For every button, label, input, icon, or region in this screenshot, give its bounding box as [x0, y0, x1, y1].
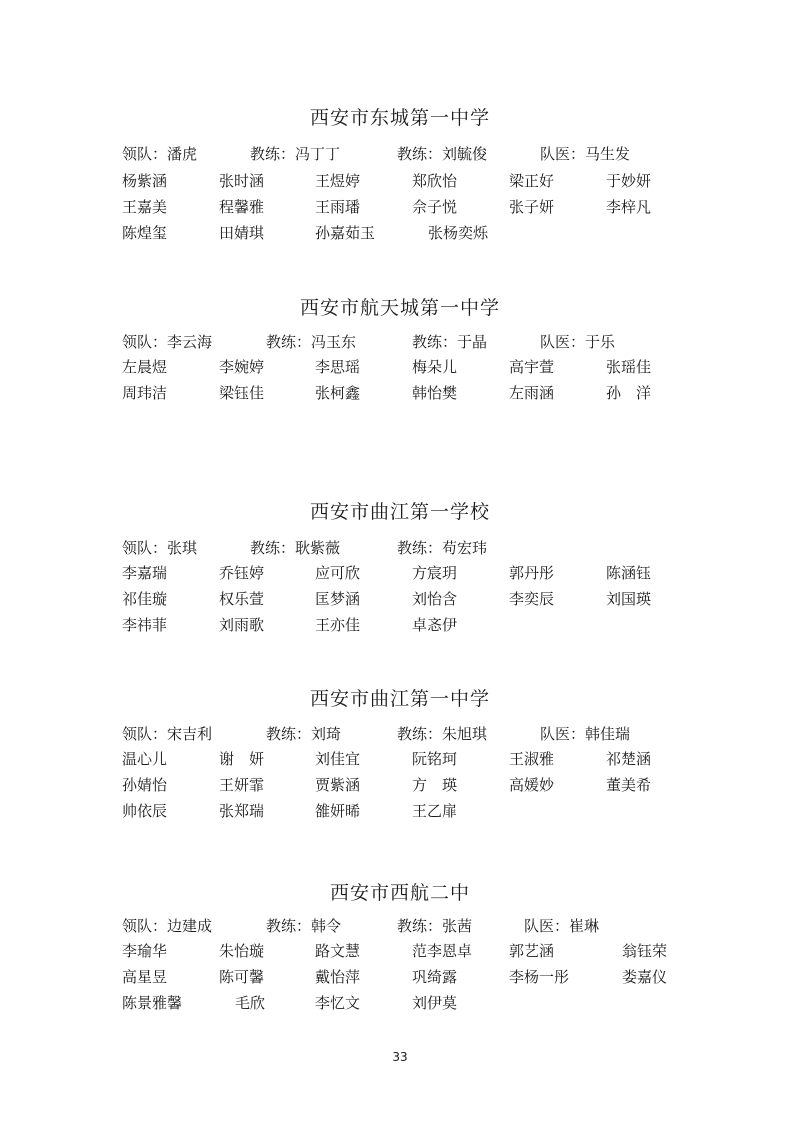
member-name: 王乙扉 [412, 802, 458, 820]
member-name: 张郑瑞 [219, 802, 265, 820]
member-name: 卓忞伊 [412, 616, 458, 634]
member-name: 祁楚涵 [606, 750, 652, 768]
staff-row [0, 537, 800, 559]
member-row [0, 356, 800, 378]
member-name: 毛欣 [235, 994, 266, 1012]
staff-entry: 教练：刘毓俊 [397, 145, 488, 163]
staff-entry: 教练：朱旭琪 [397, 725, 488, 743]
member-name: 应可欣 [315, 564, 361, 582]
member-name: 李杨一彤 [509, 968, 570, 986]
member-row [0, 562, 800, 584]
member-name: 李思瑶 [315, 358, 361, 376]
member-row [0, 382, 800, 404]
member-name: 朱怡璇 [219, 942, 265, 960]
member-row [0, 774, 800, 796]
member-name: 陈景雅馨 [122, 994, 183, 1012]
staff-entry: 教练：刘琦 [266, 725, 342, 743]
member-name: 孙嘉茹玉 [315, 224, 376, 242]
member-name: 李婉婷 [219, 358, 265, 376]
staff-row [0, 723, 800, 745]
staff-entry: 教练：张茜 [397, 917, 473, 935]
staff-row [0, 331, 800, 353]
member-name: 雒妍晞 [315, 802, 361, 820]
member-row [0, 196, 800, 218]
member-name: 梅朵儿 [412, 358, 458, 376]
staff-entry: 领队：李云海 [122, 333, 213, 351]
member-name: 于妙妍 [606, 172, 652, 190]
member-name: 左雨涵 [509, 384, 555, 402]
member-name: 田婧琪 [219, 224, 265, 242]
member-name: 郭丹彤 [509, 564, 555, 582]
staff-entry: 队医：韩佳瑞 [540, 725, 631, 743]
member-name: 张瑶佳 [606, 358, 652, 376]
staff-entry: 教练：韩令 [266, 917, 342, 935]
member-name: 李忆文 [315, 994, 361, 1012]
team-name: 西安市西航二中 [329, 882, 470, 904]
member-name: 帅依辰 [122, 802, 168, 820]
team-name: 西安市航天城第一中学 [299, 297, 500, 319]
member-name: 王煜婷 [315, 172, 361, 190]
member-name: 祁佳璇 [122, 590, 168, 608]
member-name: 左晨煜 [122, 358, 168, 376]
member-name: 董美希 [606, 776, 652, 794]
member-name: 张子妍 [509, 198, 555, 216]
staff-entry: 教练：苟宏玮 [397, 539, 488, 557]
member-name: 张时涵 [219, 172, 265, 190]
member-name: 梁正好 [509, 172, 555, 190]
member-name: 王亦佳 [315, 616, 361, 634]
member-name: 孙婧怡 [122, 776, 168, 794]
staff-entry: 教练：耿紫薇 [250, 539, 341, 557]
member-name: 乔钰婷 [219, 564, 265, 582]
team-name: 西安市东城第一中学 [309, 107, 490, 129]
member-row [0, 170, 800, 192]
staff-entry: 队医：崔琳 [524, 917, 600, 935]
staff-entry: 队医：马生发 [540, 145, 631, 163]
member-name: 韩怡樊 [412, 384, 458, 402]
member-row [0, 588, 800, 610]
member-name: 郭艺涵 [509, 942, 555, 960]
member-name: 谢 妍 [219, 750, 265, 768]
member-name: 梁钰佳 [219, 384, 265, 402]
member-name: 匡梦涵 [315, 590, 361, 608]
member-name: 温心儿 [122, 750, 168, 768]
staff-entry: 领队：潘虎 [122, 145, 198, 163]
member-name: 王淑雅 [509, 750, 555, 768]
member-name: 张柯鑫 [315, 384, 361, 402]
member-name: 娄嘉仪 [622, 968, 668, 986]
member-name: 王雨璠 [315, 198, 361, 216]
member-name: 戴怡萍 [315, 968, 361, 986]
member-name: 巩绮露 [412, 968, 458, 986]
member-row [0, 800, 800, 822]
member-name: 孙 洋 [606, 384, 652, 402]
staff-entry: 教练：冯玉东 [266, 333, 357, 351]
member-row [0, 992, 800, 1014]
staff-row [0, 143, 800, 165]
member-name: 高宇萱 [509, 358, 555, 376]
member-name: 周玮洁 [122, 384, 168, 402]
member-name: 王嘉美 [122, 198, 168, 216]
member-name: 贾紫涵 [315, 776, 361, 794]
team-name: 西安市曲江第一学校 [309, 501, 490, 523]
member-name: 阮铭珂 [412, 750, 458, 768]
member-row [0, 966, 800, 988]
member-name: 刘国瑛 [606, 590, 652, 608]
member-name: 王妍霏 [219, 776, 265, 794]
member-name: 刘伊莫 [412, 994, 458, 1012]
member-name: 陈涵钰 [606, 564, 652, 582]
member-name: 李嘉瑞 [122, 564, 168, 582]
member-row [0, 614, 800, 636]
member-name: 翁钰荣 [622, 942, 668, 960]
member-name: 高星昱 [122, 968, 168, 986]
member-row [0, 222, 800, 244]
member-name: 陈煌玺 [122, 224, 168, 242]
member-row [0, 748, 800, 770]
member-name: 刘佳宜 [315, 750, 361, 768]
staff-entry: 教练：于晶 [412, 333, 488, 351]
member-name: 李瑜华 [122, 942, 168, 960]
staff-entry: 队医：于乐 [540, 333, 616, 351]
member-name: 权乐萱 [219, 590, 265, 608]
staff-entry: 领队：张琪 [122, 539, 198, 557]
staff-entry: 领队：宋吉利 [122, 725, 213, 743]
member-name: 郑欣怡 [412, 172, 458, 190]
member-name: 刘雨歌 [219, 616, 265, 634]
member-name: 范李恩卓 [412, 942, 473, 960]
member-name: 李梓凡 [606, 198, 652, 216]
member-name: 佘子悦 [412, 198, 458, 216]
member-name: 方 瑛 [412, 776, 458, 794]
member-name: 方宸玥 [412, 564, 458, 582]
member-row [0, 940, 800, 962]
staff-entry: 教练：冯丁丁 [250, 145, 341, 163]
member-name: 程馨雅 [219, 198, 265, 216]
page-number: 33 [392, 1050, 408, 1064]
team-name: 西安市曲江第一中学 [309, 688, 490, 710]
member-name: 张杨奕烁 [428, 224, 489, 242]
staff-row [0, 915, 800, 937]
member-name: 陈可馨 [219, 968, 265, 986]
member-name: 杨紫涵 [122, 172, 168, 190]
staff-entry: 领队：边建成 [122, 917, 213, 935]
member-name: 路文慧 [315, 942, 361, 960]
member-name: 刘怡含 [412, 590, 458, 608]
member-name: 李奕辰 [509, 590, 555, 608]
member-name: 高媛妙 [509, 776, 555, 794]
member-name: 李祎菲 [122, 616, 168, 634]
